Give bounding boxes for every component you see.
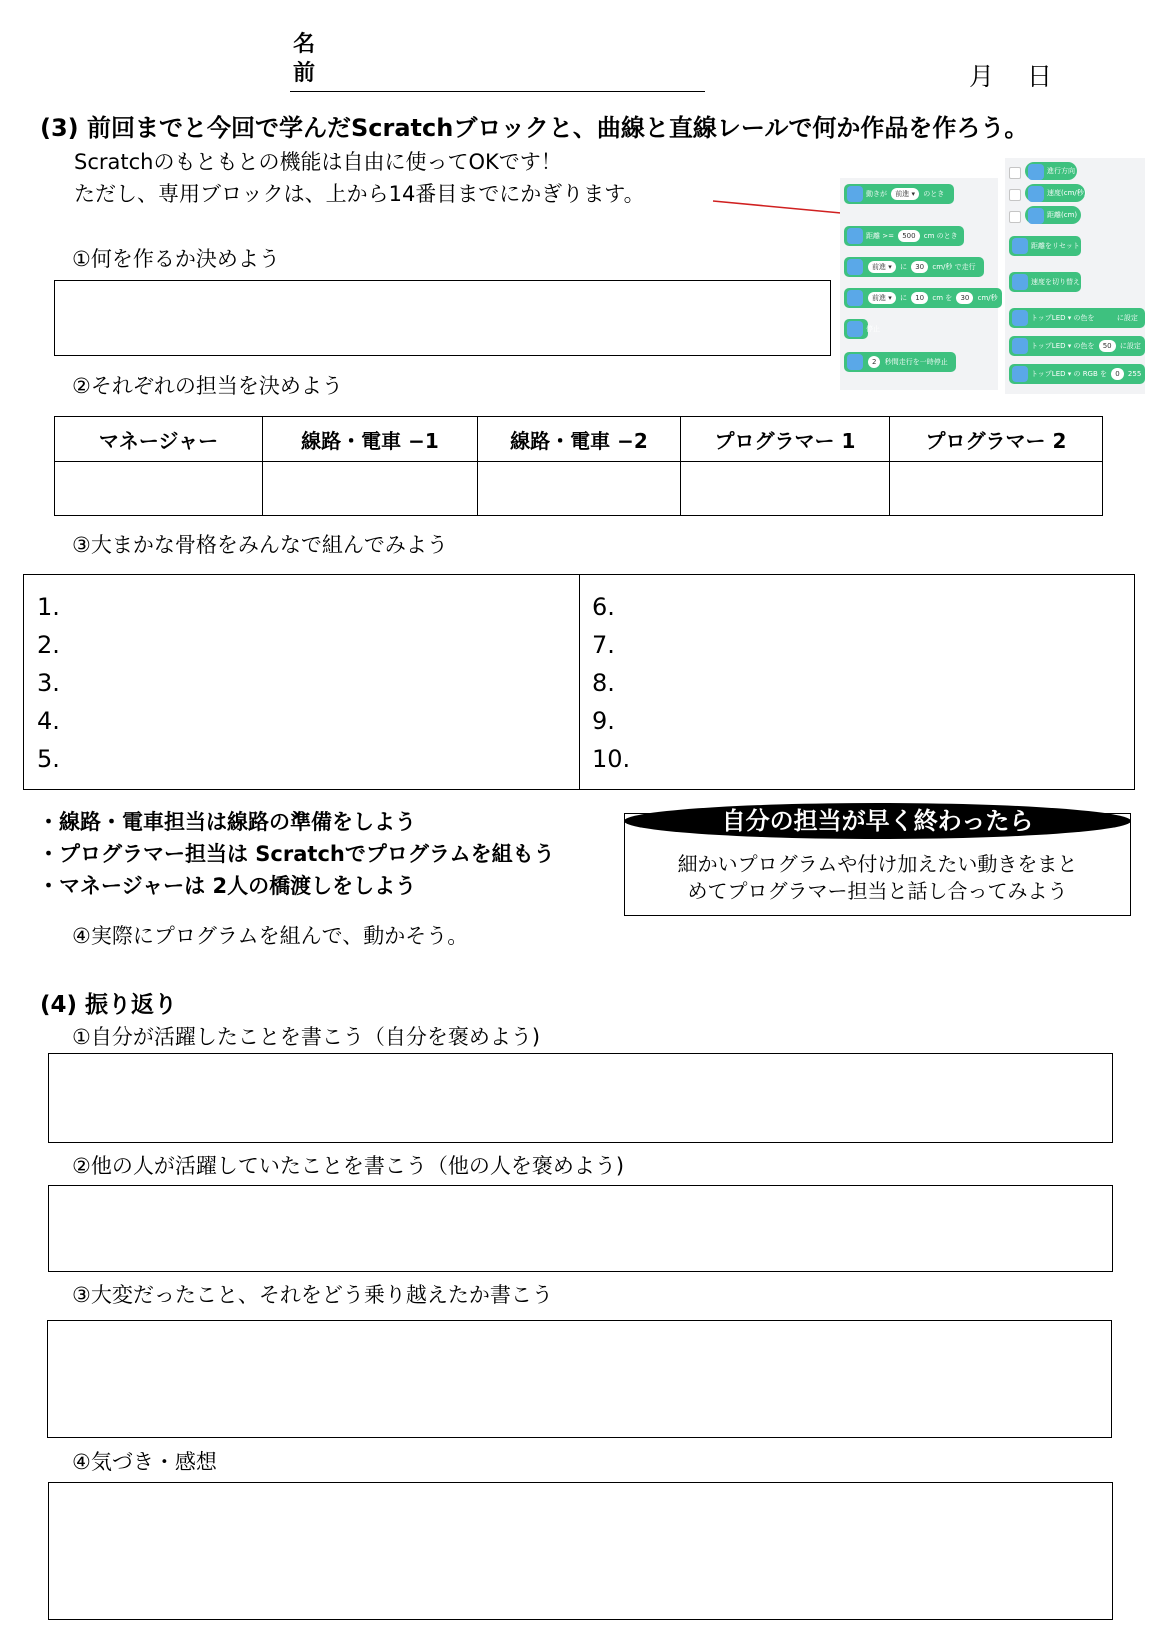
reflection-q4: ④気づき・感想 — [72, 1450, 217, 1474]
outline-item: 8. — [592, 669, 615, 697]
what-to-make-box[interactable] — [54, 280, 831, 356]
section4-title: (4) 振り返り — [40, 992, 178, 1018]
note-manager: ・マネージャーは 2人の橋渡しをしよう — [38, 874, 417, 898]
scratch-block: 距離(cm) — [1025, 206, 1081, 224]
scratch-block: 距離をリセット — [1009, 236, 1081, 256]
outline-list-right — [592, 588, 630, 778]
role-header-track2: 線路・電車 −2 — [478, 417, 681, 462]
outline-item: 5. — [37, 745, 60, 773]
reflection-q1: ①自分が活躍したことを書こう（自分を褒めよう) — [72, 1025, 541, 1049]
robot-icon — [1028, 208, 1044, 224]
robot-icon — [847, 321, 863, 337]
scratch-block: 2 秒間走行を一時停止 — [844, 352, 956, 372]
scratch-block: 速度(cm/秒) — [1025, 184, 1085, 202]
scratch-block: 速度を切り替え — [1009, 272, 1081, 292]
role-cell-programmer1[interactable] — [681, 462, 890, 516]
scratch-block: 動きが 前進 ▾ のとき — [844, 184, 954, 204]
scratch-block: 前進 ▾ に 10 cm を 30 cm/秒 — [844, 288, 1002, 308]
outline-item: 6. — [592, 593, 615, 621]
scratch-block: トップLED ▾ の色を に設定 — [1009, 308, 1145, 328]
reflection-box-3[interactable] — [47, 1320, 1112, 1438]
outline-item: 10. — [592, 745, 631, 773]
role-header-programmer2: プログラマー 2 — [890, 417, 1103, 462]
month-label: 月 — [969, 62, 995, 91]
tip-text-line: めてプログラマー担当と話し合ってみよう — [687, 879, 1068, 903]
reflection-box-2[interactable] — [48, 1185, 1113, 1272]
day-label: 日 — [1027, 62, 1053, 91]
outline-item: 9. — [592, 707, 615, 735]
robot-icon — [1012, 238, 1028, 254]
outline-item: 1. — [37, 593, 60, 621]
robot-icon — [1012, 274, 1028, 290]
reflection-box-1[interactable] — [48, 1053, 1113, 1143]
scratch-block: 進行方向 — [1025, 162, 1077, 180]
scratch-block: トップLED ▾ の RGB を 0 255 — [1009, 364, 1145, 384]
robot-icon — [847, 290, 863, 306]
intro-text-1: Scratchのもともとの機能は自由に使ってOKです！ — [74, 150, 562, 174]
scratch-block: トップLED ▾ の色を 50 に設定 — [1009, 336, 1145, 356]
pointer-line — [713, 200, 841, 214]
tip-text — [640, 851, 1115, 905]
role-header-track1: 線路・電車 −1 — [263, 417, 478, 462]
checkbox — [1009, 189, 1021, 201]
role-cell-programmer2[interactable] — [890, 462, 1103, 516]
outline-item: 2. — [37, 631, 60, 659]
robot-icon — [847, 259, 863, 275]
tip-title: 自分の担当が早く終わったら — [624, 803, 1131, 839]
role-cell-track2[interactable] — [478, 462, 681, 516]
role-cell-track1[interactable] — [263, 462, 478, 516]
role-cell-manager[interactable] — [55, 462, 263, 516]
robot-icon — [1028, 186, 1044, 202]
scratch-blocks-panel-left — [840, 178, 998, 390]
scratch-block: 距離 >= 500 cm のとき — [844, 226, 964, 246]
reflection-box-4[interactable] — [48, 1482, 1113, 1620]
robot-icon — [1012, 366, 1028, 382]
step1-label: ①何を作るか決めよう — [72, 247, 280, 271]
step4-label: ④実際にプログラムを組んで、動かそう。 — [72, 924, 469, 948]
outline-item: 7. — [592, 631, 615, 659]
robot-icon — [1012, 310, 1028, 326]
scratch-block: 前進 ▾ に 30 cm/秒 で走行 — [844, 257, 984, 277]
robot-icon — [847, 354, 863, 370]
role-header-manager: マネージャー — [55, 417, 263, 462]
reflection-q3: ③大変だったこと、それをどう乗り越えたか書こう — [72, 1283, 553, 1307]
robot-icon — [1012, 338, 1028, 354]
outline-item: 3. — [37, 669, 60, 697]
scratch-block: 停止 — [844, 319, 868, 339]
name-field-line[interactable] — [290, 91, 705, 92]
outline-list-left — [37, 588, 60, 778]
scratch-blocks-panel-right — [1005, 158, 1145, 394]
step3-label: ③大まかな骨格をみんなで組んでみよう — [72, 533, 448, 557]
name-label — [292, 30, 316, 88]
role-notes — [38, 806, 555, 902]
tip-text-line: 細かいプログラムや付け加えたい動きをまと — [677, 852, 1078, 876]
note-programmer: ・プログラマー担当は Scratchでプログラムを組もう — [38, 842, 555, 866]
reflection-q2: ②他の人が活躍していたことを書こう（他の人を褒めよう) — [72, 1154, 625, 1178]
note-track: ・線路・電車担当は線路の準備をしよう — [38, 810, 416, 834]
name-label-char: 名 — [292, 32, 315, 57]
section3-title: (3) 前回までと今回で学んだScratchブロックと、曲線と直線レールで何か作品を作ろう。 — [40, 114, 1029, 142]
role-header-programmer1: プログラマー 1 — [681, 417, 890, 462]
checkbox — [1009, 211, 1021, 223]
checkbox — [1009, 167, 1021, 179]
roles-table — [54, 416, 1103, 516]
robot-icon — [847, 228, 863, 244]
robot-icon — [847, 186, 863, 202]
outline-item: 4. — [37, 707, 60, 735]
name-label-char: 前 — [292, 61, 315, 86]
outline-divider — [579, 574, 580, 790]
robot-icon — [1028, 164, 1044, 180]
intro-text-2: ただし、専用ブロックは、上から14番目までにかぎります。 — [74, 182, 645, 206]
step2-label: ②それぞれの担当を決めよう — [72, 374, 343, 398]
